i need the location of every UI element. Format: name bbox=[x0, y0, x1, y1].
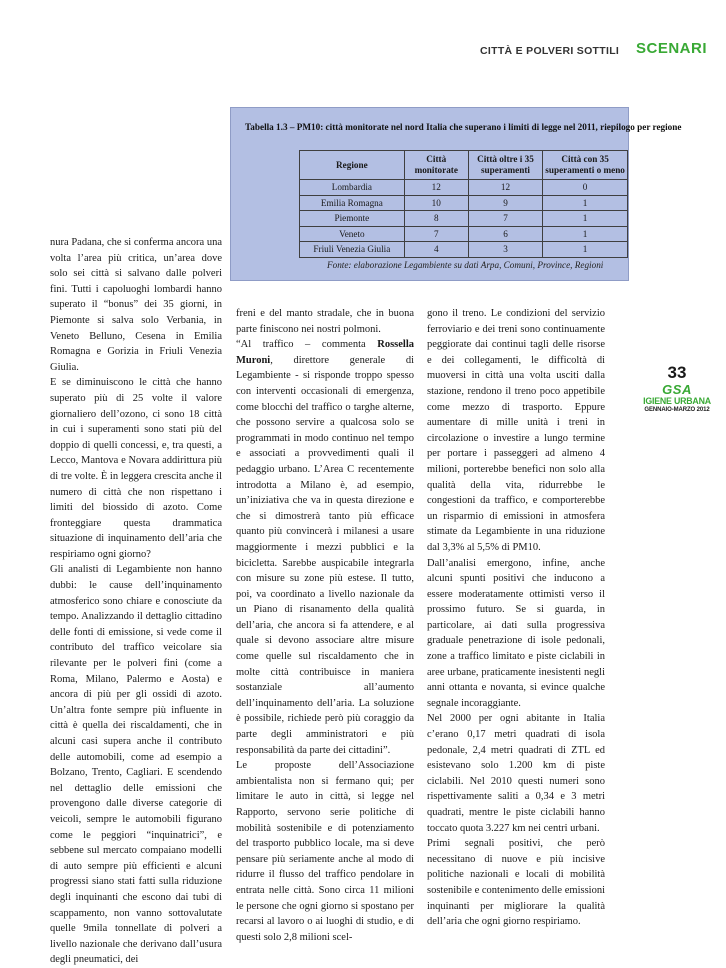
table-cell: 6 bbox=[468, 226, 542, 242]
table-source: Fonte: elaborazione Legambiente su dati Arpa, Comuni, Province, Regioni bbox=[327, 260, 604, 270]
table-cell: 9 bbox=[468, 195, 542, 211]
paragraph: Le proposte dell’Associazione ambientalista non si fermano qui; per limitare le auto in città, si legge nel Rapporto, servono serie politiche di mobilità sostenibile e di potenziamento del trasporto pubblico locale, ma si deve pensare più seriamente anche al modo di ridurre il flusso del traffico pendolare in entrata nelle città. Sono circa 11 milioni le persone che ogni giorno si spostano per recarsi al lavoro o ai luoghi di studio, e di questi solo 2,8 milioni scel- bbox=[236, 760, 414, 943]
paragraph: Nel 2000 per ogni abitante in Italia c’erano 0,17 metri quadrati di isola pedonale, 2,4 metri quadrati di ZTL ed esistevano solo 1.200 km di piste ciclabili. Nel 2010 questi numeri sono rispettivamente saliti a 0,34 e 3 metri quadrati, mentre le piste ciclabili hanno toccato quota 3.227 km nei centri urbani. bbox=[427, 713, 605, 834]
quote-intro: “Al traffico – commenta bbox=[236, 339, 378, 351]
column-header: Città oltre i 35 superamenti bbox=[468, 151, 542, 180]
paragraph: Primi segnali positivi, che però necessitano di nuove e più incisive politiche nazionali e locali di mobilità sostenibile e contenimento delle emissioni inquinanti per migliorare la qualità dell’aria che ogni giorno respiriamo. bbox=[427, 838, 605, 928]
table-cell: 12 bbox=[404, 180, 468, 196]
table-cell: 10 bbox=[404, 195, 468, 211]
table-cell: 1 bbox=[543, 195, 628, 211]
table-title: Tabella 1.3 – PM10: città monitorate nel nord Italia che superano i limiti di legge nel 2011, riepilogo per regione bbox=[245, 122, 682, 132]
table-cell: Piemonte bbox=[300, 211, 405, 227]
person-name: Rossella Muroni bbox=[236, 339, 414, 366]
running-head bbox=[480, 40, 726, 62]
page-number: 33 bbox=[667, 363, 687, 382]
table-cell: 1 bbox=[543, 211, 628, 227]
text-column-2 bbox=[236, 306, 414, 945]
paragraph: E se diminuiscono le città che hanno superato più di 25 volte il valore giornaliero dell’ozono, ci sono 18 città in cui i superamenti sono stati più del doppio di quelli concessi, e, tra questi, a Lecco, Mantova e Novara addirittura più di tre volte. È in leggera crescita anche il numero di città che non rispettano i limiti del biossido di azoto. Come fronteggiare questa drammatica situazione di inquinamento dell’aria che respiriamo ogni giorno? bbox=[50, 377, 222, 560]
table-row bbox=[300, 242, 628, 258]
table-cell: Lombardia bbox=[300, 180, 405, 196]
column-header: Regione bbox=[300, 151, 405, 180]
table-cell: 8 bbox=[404, 211, 468, 227]
magazine-logo: GSA bbox=[662, 382, 692, 397]
table-cell: 1 bbox=[543, 242, 628, 258]
table-cell: Veneto bbox=[300, 226, 405, 242]
table-cell: 4 bbox=[404, 242, 468, 258]
paragraph: gono il treno. Le condizioni del servizio ferroviario e dei treni sono continuamente peggiorate dai continui tagli delle risorse e dei collegamenti, le difficoltà di muoversi in città una volta usciti dalla stazione, rendono il treno poco appetibile come mezzo di trasporto. Eppure aumentare di mille unità i treni in circolazione o investire a lungo termine per portare i passeggeri ad almeno 4 milioni, porterebbe benefici non solo alla qualità della vita, ridurrebbe le congestioni da traffico, e comporterebbe un risparmio di emissioni in atmosfera stimate da Legambiente in una riduzione dal 3,3% al 5,5% di PM10. bbox=[427, 308, 605, 553]
table-header-row bbox=[300, 151, 628, 180]
column-header: Città monitorate bbox=[404, 151, 468, 180]
folio bbox=[640, 364, 714, 414]
table-row bbox=[300, 211, 628, 227]
paragraph: Gli analisti di Legambiente non hanno dubbi: le cause dell’inquinamento atmosferico sono chiare e conosciute da tempo. Analizzando il dettaglio cittadino delle fonti di emissione, si vede come il contributo del traffico veicolare sia rilevante per le polveri fini (come a Roma, Milano, Palermo e Aosta) e ancora di più per gli ossidi di azoto. Un’altra fonte sempre più influente in città è quella dei riscaldamenti, che in alcuni casi supera anche il contributo delle automobili, come ad esempio a Bolzano, Trento, Cagliari. E scendendo nel dettaglio delle emissioni che provengono dalle diverse categorie di veicoli, sempre le automobili figurano come le peggiori “inquinatrici”, e sebbene sul mercato compaiano modelli di auto sempre più efficienti e alcuni progressi siano stati fatti sulla riduzione degli inquinanti che escono dai tubi di scappamento, non vanno sottovalutate quelle 9mila tonnellate di polveri a livello nazionale che derivano dall’usura degli pneumatici, dei bbox=[50, 564, 222, 966]
paragraph: Dall’analisi emergono, infine, anche alcuni spunti positivi che inducono a essere moderatamente ottimisti verso il prossimo futuro. Se si guarda, in particolare, ai dati sulla progressiva graduale penetrazione di isole pedonali, zone a traffico limitato e piste ciclabili in aree urbane, praticamente inesistenti negli anni ottanta e novanta, si evince qualche segnale incoraggiante. bbox=[427, 557, 605, 709]
table-cell: 0 bbox=[543, 180, 628, 196]
section-title: CITTÀ E POLVERI SOTTILI bbox=[480, 45, 620, 57]
issue-date: GENNAIO-MARZO 2012 bbox=[644, 407, 710, 413]
table-cell: 3 bbox=[468, 242, 542, 258]
text-column-3 bbox=[427, 306, 605, 930]
data-table bbox=[299, 150, 628, 258]
table-cell: 7 bbox=[468, 211, 542, 227]
table-cell: 12 bbox=[468, 180, 542, 196]
table-cell: Friuli Venezia Giulia bbox=[300, 242, 405, 258]
text-column-1 bbox=[50, 235, 222, 968]
table-cell: 7 bbox=[404, 226, 468, 242]
quote-body: , direttore generale di Legambiente - si risponde troppo spesso con interventi occasionali di emergenza, come blocchi del traffico o targhe alterne, che possono servire a qualcosa solo se programmati in modo continuo nel tempo e associati a provvedimenti quali il pedaggio urbano. L’Area C recentemente introdotta a Milano è, ad esempio, un’iniziativa che va in questa direzione e che si dimostrerà tanto più efficace quanto più convincerà i milanesi a usare maggiormente i mezzi pubblici e la bicicletta. Sarebbe auspicabile integrarla con misure su zone più estese. Il tutto, poi, va coordinato a livello nazionale da un Piano di risanamento della qualità dell’aria, che ancora si fa attendere, e al quale si devono associare altre misure come quelle sul riscaldamento che in molte città contribuisce in maniera sostanziale all’aumento dell’inquinamento dell’aria. La soluzione è possibile, richiede però più coraggio da parte degli amministratori e più responsabilità da parte dei cittadini”. bbox=[236, 354, 414, 756]
paragraph: freni e del manto stradale, che in buona parte finiscono nei nostri polmoni. bbox=[236, 308, 414, 335]
table-cell: Emilia Romagna bbox=[300, 195, 405, 211]
section-tag: SCENARI bbox=[636, 40, 708, 57]
table-row bbox=[300, 180, 628, 196]
table-row bbox=[300, 226, 628, 242]
paragraph: nura Padana, che si conferma ancora una volta l’area più critica, un’area dove solo sei città si salvano dalle polveri fini. Tutti i capoluoghi lombardi hanno superato il “bonus” dei 35 giorni, in Piemonte si salva solo Verbania, in Veneto Belluno, Cesena in Emilia Romagna e Gorizia in Friuli Venezia Giulia. bbox=[50, 237, 222, 373]
table-cell: 1 bbox=[543, 226, 628, 242]
magazine-name: IGIENE URBANA bbox=[643, 396, 711, 406]
quote-paragraph bbox=[236, 337, 414, 758]
column-header: Città con 35 superamenti o meno bbox=[543, 151, 628, 180]
table-row bbox=[300, 195, 628, 211]
table-panel bbox=[230, 107, 682, 281]
